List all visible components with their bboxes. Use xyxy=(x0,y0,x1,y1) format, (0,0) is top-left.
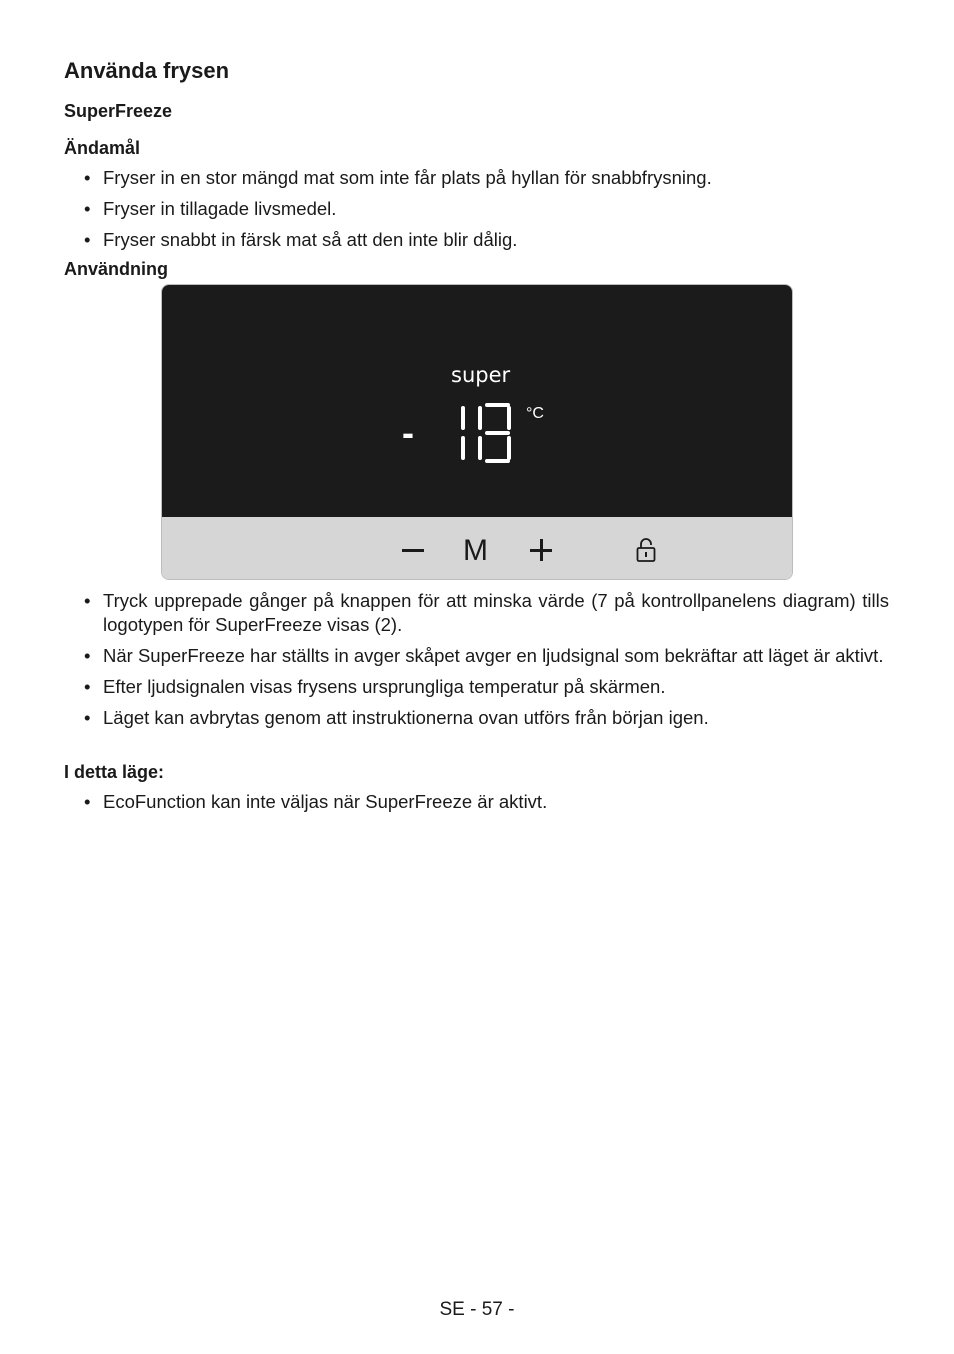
section-title: SuperFreeze xyxy=(64,101,173,121)
page-heading: Använda frysen xyxy=(64,58,230,83)
list-item: • Läget kan avbrytas genom att instruktionerna ovan utförs från början igen. xyxy=(64,706,889,730)
mode-title: I detta läge: xyxy=(64,762,165,782)
control-panel-illustration xyxy=(161,284,793,580)
minus-sign: - xyxy=(402,412,414,453)
page-number: SE - 57 - xyxy=(439,1299,515,1320)
usage-list xyxy=(64,589,889,737)
button-strip xyxy=(162,517,792,580)
mode-m-button: M xyxy=(463,534,488,567)
super-mode-label: super xyxy=(451,363,511,387)
list-item: • EcoFunction kan inte väljas när SuperFreeze är aktivt. xyxy=(64,790,889,814)
lock-icon xyxy=(635,537,657,563)
list-item: • Fryser in en stor mängd mat som inte får plats på hyllan för snabbfrysning. xyxy=(64,166,889,190)
usage-title: Användning xyxy=(64,259,168,279)
seven-segment-digits xyxy=(458,403,522,467)
list-item: • När SuperFreeze har ställts in avger skåpet avger en ljudsignal som bekräftar att läget är aktivt. xyxy=(64,644,889,668)
display-screen xyxy=(162,285,792,517)
list-item: • Fryser in tillagade livsmedel. xyxy=(64,197,889,221)
plus-button xyxy=(530,539,552,561)
list-item: • Efter ljudsignalen visas frysens ursprungliga temperatur på skärmen. xyxy=(64,675,889,699)
list-item: • Fryser snabbt in färsk mat så att den inte blir dålig. xyxy=(64,228,889,252)
mode-list xyxy=(64,790,889,821)
celsius-unit: °C xyxy=(526,405,544,422)
minus-button xyxy=(402,549,424,552)
list-item: • Tryck upprepade gånger på knappen för att minska värde (7 på kontrollpanelens diagram) tills logotypen för SuperFreeze visas (2). xyxy=(64,589,889,637)
purpose-list xyxy=(64,166,889,259)
purpose-title: Ändamål xyxy=(64,138,141,158)
